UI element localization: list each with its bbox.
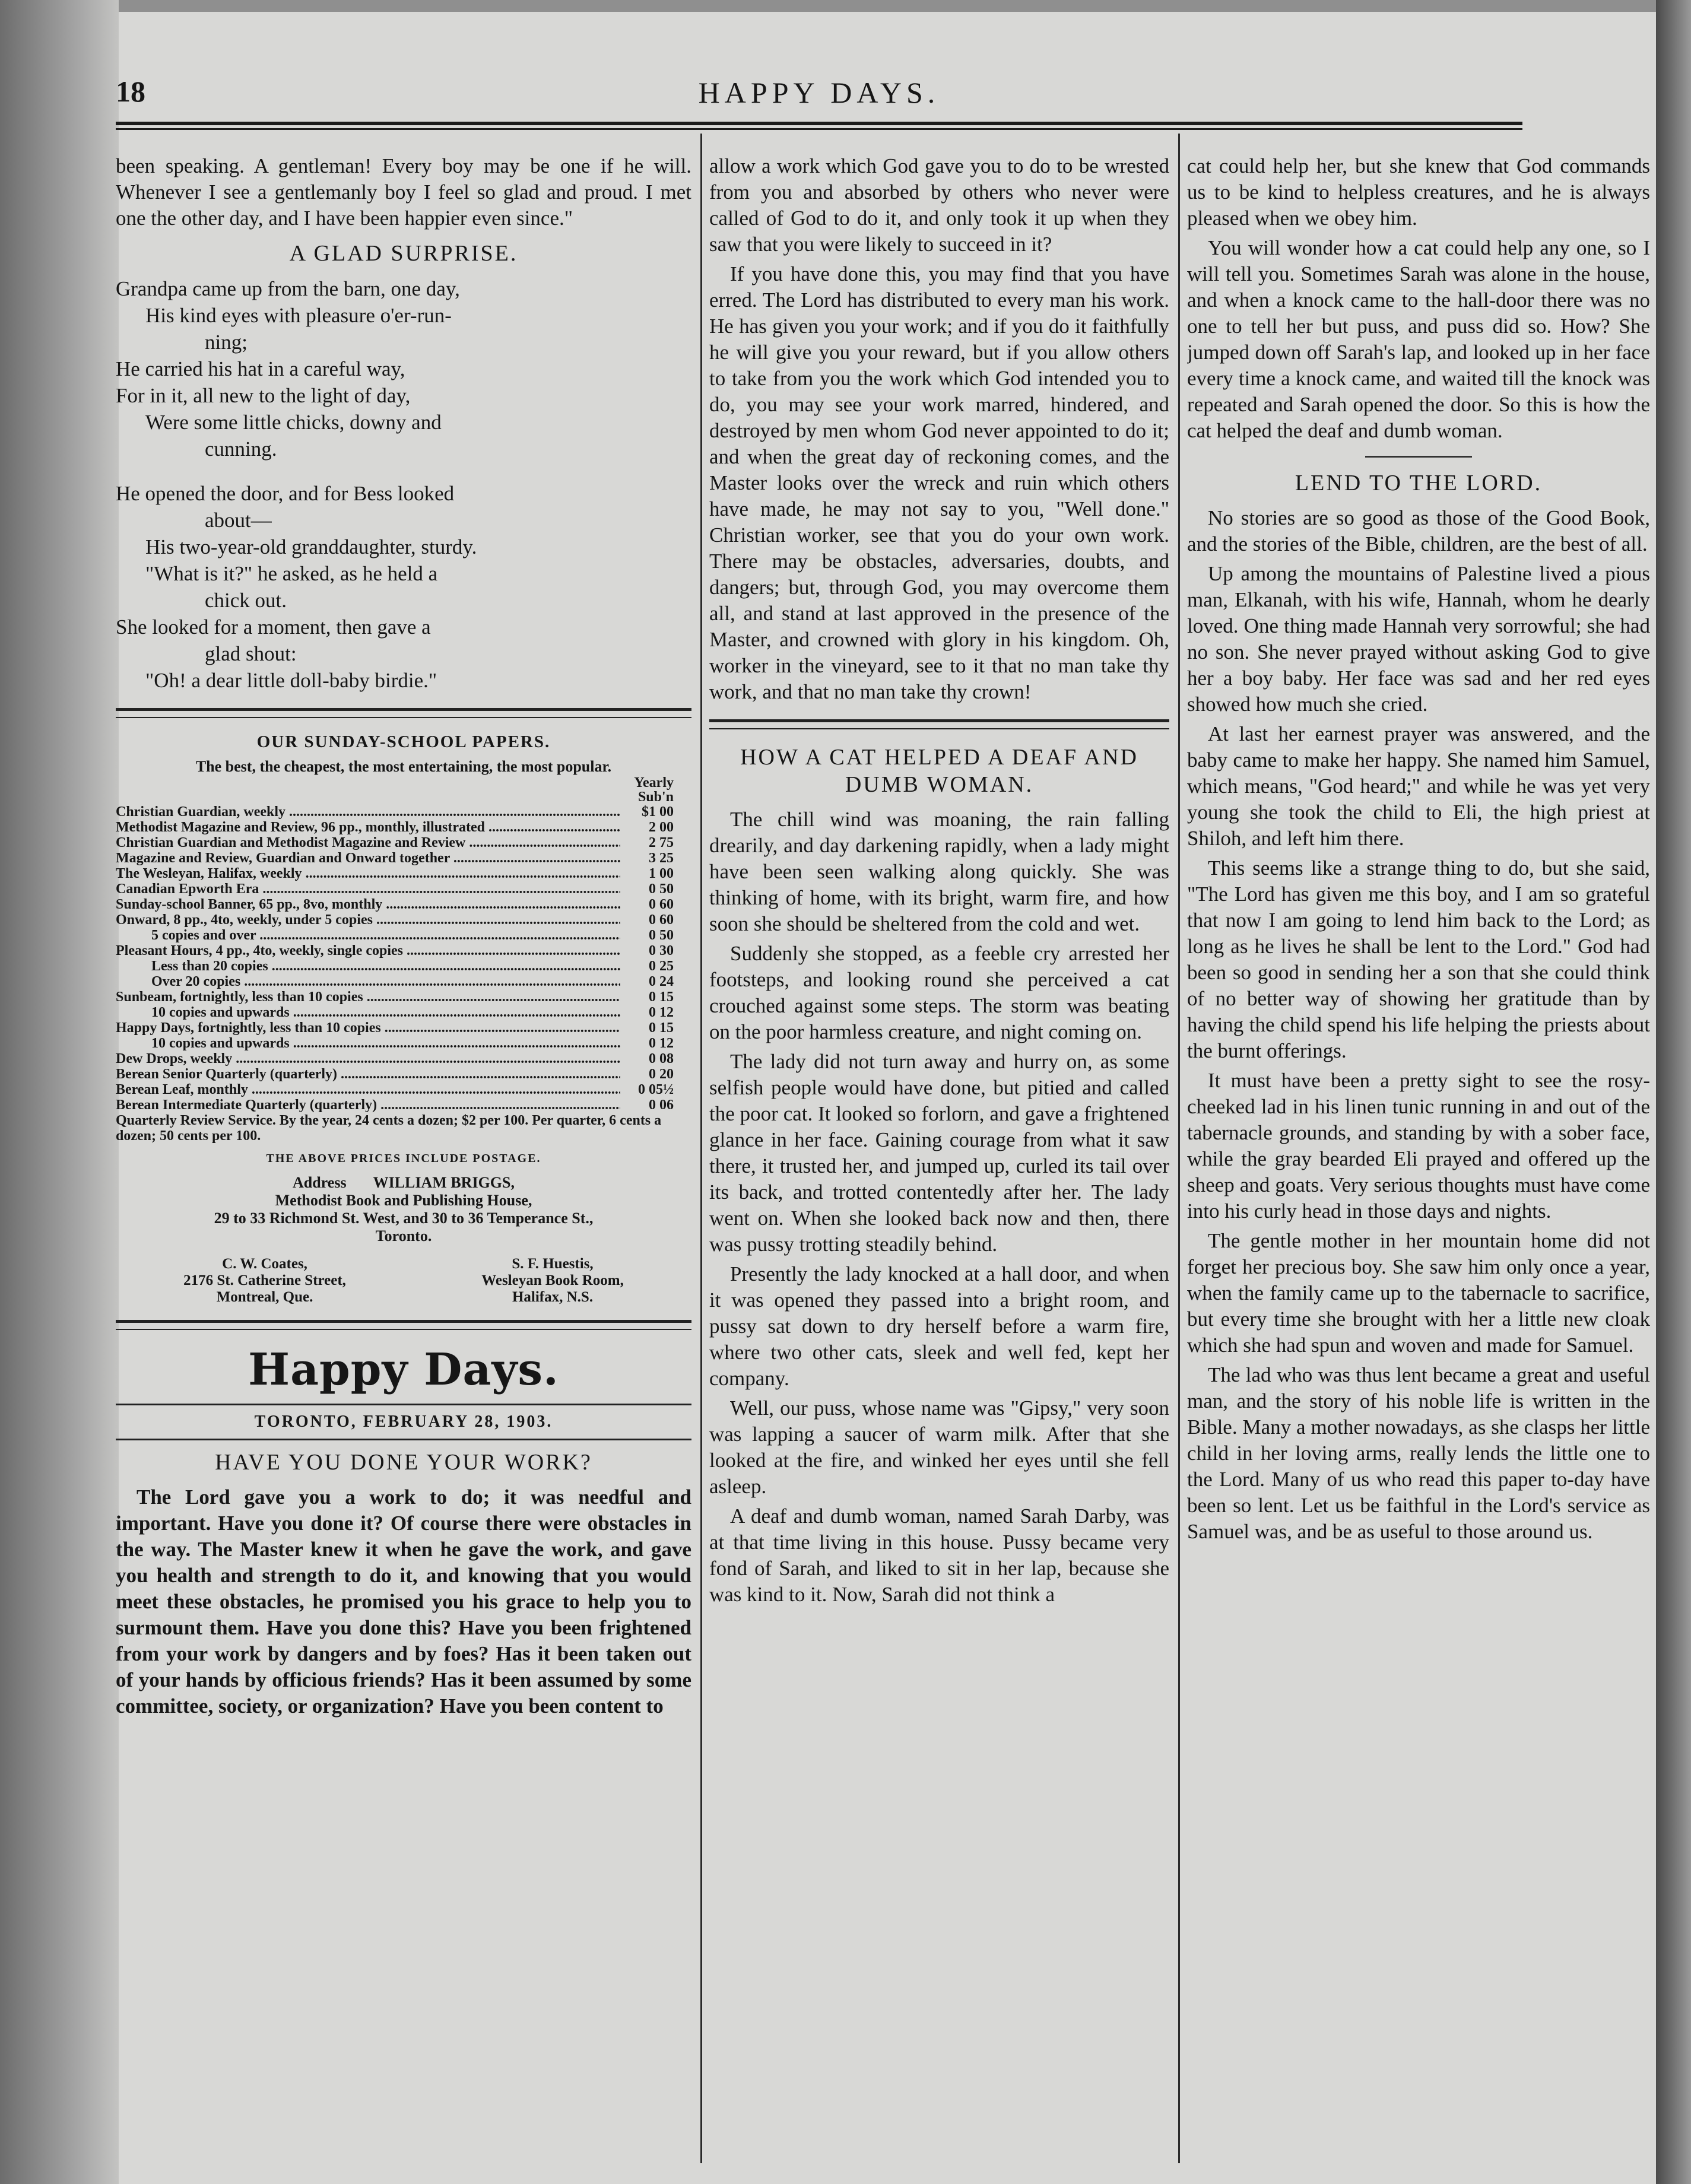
- price-row: [116, 974, 691, 989]
- paper-price: 0 60: [649, 912, 674, 928]
- publisher-line: [116, 1174, 691, 1192]
- agent-name: S. F. Huestis,: [512, 1256, 594, 1272]
- price-row: [116, 1005, 691, 1020]
- price-row: [116, 804, 691, 820]
- article-paragraph: The Lord gave you a work to do; it was needful and important. Have you done it? Of course there were obstacles in the way. The Master knew it when he gave the work, and gave you health and strength to do it, and knowing that you would meet these obstacles, he promised you his grace to help you to surmount them. Have you done this? Have you been frightened from your work by dangers and by foes? Has it been taken out of your hands by officious friends? Has it been assumed by some committee, society, or organization? Have you been content to: [116, 1485, 691, 1718]
- papers-subtitle: The best, the cheapest, the most entertaining, the most popular.: [195, 758, 612, 775]
- price-row: [116, 820, 691, 835]
- article-title: LEND TO THE LORD.: [1295, 471, 1543, 496]
- publisher-city: Toronto.: [375, 1227, 432, 1245]
- poem-line: He opened the door, and for Bess looked: [116, 482, 455, 505]
- paper-name: Berean Intermediate Quarterly (quarterly) .....: [116, 1097, 620, 1113]
- price-row: [116, 866, 691, 881]
- paper-name: The Wesleyan, Halifax, weekly .....: [116, 866, 620, 881]
- agent-street: Wesleyan Book Room,: [481, 1272, 624, 1288]
- price-row: [116, 912, 691, 928]
- paper-price: 0 15: [649, 1020, 674, 1036]
- price-row: [116, 989, 691, 1005]
- section-rule: [116, 708, 691, 718]
- agents: [116, 1256, 691, 1306]
- article-paragraph: Presently the lady knocked at a hall door, and when it was opened they passed into a bright room, and pussy sat down to dry herself before a warm fire, where two other cats, sleek and well fed, kept her company.: [709, 1262, 1169, 1390]
- scan-left-edge: [0, 0, 119, 2184]
- paper-name: Berean Leaf, monthly .....: [116, 1082, 620, 1097]
- poem-line: glad shout:: [205, 642, 297, 665]
- agent-street: 2176 St. Catherine Street,: [183, 1272, 346, 1288]
- agent-city: Halifax, N.S.: [512, 1289, 594, 1305]
- article-paragraph: Up among the mountains of Palestine lived a pious man, Elkanah, with his wife, Hannah, whom he dearly loved. One thing made Hannah very sorrowful; she had no son. She never prayed without asking God to give her a boy baby. Her face was sad and her red eyes showed how much she cried.: [1187, 562, 1650, 716]
- price-row: [116, 835, 691, 850]
- poem-line: ning;: [205, 331, 248, 354]
- publisher-name: WILLIAM BRIGGS,: [373, 1174, 515, 1191]
- dateline: TORONTO, FEBRUARY 28, 1903.: [116, 1404, 691, 1440]
- paper-price: 0 12: [649, 1005, 674, 1020]
- price-row: [116, 943, 691, 958]
- paper-price: 0 25: [649, 958, 674, 974]
- paper-price: $1 00: [642, 804, 674, 820]
- paper-name: Magazine and Review, Guardian and Onward together .....: [116, 850, 620, 866]
- masthead: Happy Days.: [248, 1344, 559, 1395]
- poem-line: His two-year-old granddaughter, sturdy.: [145, 535, 477, 558]
- paper-price: 0 08: [649, 1051, 674, 1066]
- paper-name: Pleasant Hours, 4 pp., 4to, weekly, single copies .....: [116, 943, 620, 958]
- article-paragraph: The lady did not turn away and hurry on, as some selfish people would have done, but pitied and called the poor cat. It looked so forlorn, and gave a frightened glance in her face. Gaining courage from what it saw there, it trusted her, and jumped up, curled its tail over its back, and trotted contentedly after her. The lady went on. When she looked back now and then, there was pussy trotting steadily behind.: [709, 1050, 1169, 1256]
- paper-price: 0 50: [649, 881, 674, 897]
- article-paragraph: This seems like a strange thing to do, but she said, "The Lord has given me this boy, and I am so grateful that now I am going to lend him back to the Lord; as long as he lives he shall be lent to the Lord." God had been so good in sending her a son that she could think of no better way of showing her gratitude than by having the child spend his life helping the priests about the burnt offerings.: [1187, 856, 1650, 1062]
- paper-price: 1 00: [649, 866, 674, 881]
- paper-name: Canadian Epworth Era .....: [116, 881, 620, 897]
- price-row: [116, 1051, 691, 1066]
- price-row: [116, 897, 691, 912]
- paper-price: 0 24: [649, 974, 674, 989]
- poem-line: For in it, all new to the light of day,: [116, 384, 411, 407]
- poem-line: "What is it?" he asked, as he held a: [145, 562, 438, 585]
- page-number: 18: [116, 75, 145, 108]
- article-paragraph: Suddenly she stopped, as a feeble cry arrested her footsteps, and looking round she perceived a cat crouched against some steps. The storm was beating on the poor harmless creature, and night coming on.: [709, 942, 1169, 1043]
- paper-name: 10 copies and upwards .....: [116, 1005, 620, 1020]
- price-row: [116, 881, 691, 897]
- short-rule: [1365, 456, 1472, 458]
- article-title: HAVE YOU DONE YOUR WORK?: [215, 1450, 592, 1475]
- publisher-house: Methodist Book and Publishing House,: [275, 1192, 532, 1209]
- article-paragraph: allow a work which God gave you to do to be wrested from you and absorbed by others who never were called of God to do it, and only took it up when they saw that you were likely to succeed in it?: [709, 154, 1169, 256]
- article-paragraph: The lad who was thus lent became a great and useful man, and the story of his noble life is written in the Bible. Many a mother nowadays, as she clasps her little child in her loving arms, really lends the little one to the Lord. Many of us who read this paper to-day have been so lent. Let us be faithful in the Lord's service as Samuel was, and be as useful to those around us.: [1187, 1363, 1650, 1543]
- price-row: [116, 1036, 691, 1051]
- poem-line: "Oh! a dear little doll-baby birdie.": [145, 669, 437, 692]
- poem-line: He carried his hat in a careful way,: [116, 357, 405, 380]
- paper-price: 0 20: [649, 1066, 674, 1082]
- review-service: Quarterly Review Service. By the year, 24 cents a dozen; $2 per 100. Per quarter, 6 cents a dozen; 50 cents per 100.: [116, 1113, 662, 1144]
- article-paragraph: No stories are so good as those of the Good Book, and the stories of the Bible, children, are the best of all.: [1187, 506, 1650, 555]
- paper-price: 2 75: [649, 835, 674, 850]
- agent-city: Montreal, Que.: [216, 1289, 313, 1305]
- section-rule: [709, 719, 1169, 729]
- paper-name: 5 copies and over .....: [116, 928, 620, 943]
- article-paragraph: A deaf and dumb woman, named Sarah Darby, was at that time living in this house. Pussy became very fond of Sarah, and liked to sit in her lap, because she was kind to it. Now, Sarah did not think a: [709, 1504, 1169, 1606]
- paper-name: Dew Drops, weekly .....: [116, 1051, 620, 1066]
- postage-note: THE ABOVE PRICES INCLUDE POSTAGE.: [266, 1152, 541, 1165]
- article-paragraph: cat could help her, but she knew that God commands us to be kind to helpless creatures, and he is always pleased when we obey him.: [1187, 154, 1650, 230]
- paper-name: Christian Guardian and Methodist Magazine and Review .....: [116, 835, 620, 850]
- article-title: HOW A CAT HELPED A DEAF AND DUMB WOMAN.: [740, 745, 1138, 797]
- article-paragraph: If you have done this, you may find that you have erred. The Lord has distributed to every man his work. He has given you your work; and if you do it faithfully he will give you your reward, but if you allow others to take from you the work which God intended you to do, you may see your work marred, hindered, and destroyed by men whom God never appointed to do it; and when the great day of reckoning comes, and the Master looks over the wreck and ruin which others have made, he may not say to you, "Well done." Christian worker, see that you do your own work. There may be obstacles, adversaries, doubts, and dangers; but, through God, you may overcome them all, and stand at last approved in the presence of the Master, and crowned with glory in his kingdom. Oh, worker in the vineyard, see to it that no man take thy work, and that no man take thy crown!: [709, 262, 1169, 703]
- paper-price: 0 06: [649, 1097, 674, 1113]
- price-row: [116, 958, 691, 974]
- poem-line: about—: [205, 509, 272, 532]
- poem-title: A GLAD SURPRISE.: [289, 241, 518, 266]
- paper-price: 0 12: [649, 1036, 674, 1051]
- agent-montreal: [183, 1256, 346, 1306]
- poem-line: Were some little chicks, downy and: [145, 411, 442, 434]
- paper-price: 0 50: [649, 928, 674, 943]
- price-row: [116, 850, 691, 866]
- opening-paragraph: been speaking. A gentleman! Every boy may be one if he will. Whenever I see a gentlemanly boy I feel so glad and proud. I met one the other day, and I have been happier even since.": [116, 154, 691, 230]
- paper-name: Over 20 copies .....: [116, 974, 620, 989]
- papers-title: OUR SUNDAY-SCHOOL PAPERS.: [256, 732, 551, 751]
- section-rule: [116, 1320, 691, 1330]
- page-header: [116, 62, 1522, 122]
- paper-price: 0 05½: [638, 1082, 674, 1097]
- poem-line: She looked for a moment, then gave a: [116, 615, 431, 639]
- article-paragraph: The gentle mother in her mountain home did not forget her precious boy. She saw him only once a year, when the family came up to the tabernacle to sacrifice, but every time she brought with her a little new cloak which she had spun and woven and made for Samuel.: [1187, 1229, 1650, 1357]
- paper-price: 0 15: [649, 989, 674, 1005]
- paper-price: 2 00: [649, 820, 674, 835]
- article-paragraph: Well, our puss, whose name was "Gipsy," very soon was lapping a saucer of warm milk. After that she looked at the fire, and winked her eyes until she fell asleep.: [709, 1396, 1169, 1498]
- article-paragraph: It must have been a pretty sight to see the rosy-cheeked lad in his linen tunic running in and out of the tabernacle grounds, and standing by with a sober face, while the gray bearded Eli prayed and offered up the sheep and goats. Very serious thoughts must have come into his curly head in those days and nights.: [1187, 1069, 1650, 1223]
- paper-name: Onward, 8 pp., 4to, weekly, under 5 copies .....: [116, 912, 620, 928]
- publisher-street: 29 to 33 Richmond St. West, and 30 to 36 Temperance St.,: [214, 1210, 594, 1227]
- article-paragraph: At last her earnest prayer was answered, and the baby came to make her happy. She named him Samuel, which means, "God heard;" and while he was yet very young she took the child to Eli, the high priest at Shiloh, and left him there.: [1187, 722, 1650, 850]
- column-2: [709, 153, 1169, 2159]
- paper-price: 0 30: [649, 943, 674, 958]
- paper-name: Happy Days, fortnightly, less than 10 copies .....: [116, 1020, 620, 1036]
- column-rule-2: [1178, 134, 1180, 2163]
- paper-name: Methodist Magazine and Review, 96 pp., monthly, illustrated .....: [116, 820, 620, 835]
- agent-name: C. W. Coates,: [222, 1256, 307, 1272]
- article-paragraph: You will wonder how a cat could help any one, so I will tell you. Sometimes Sarah was alone in the house, and when a knock came to the hall-door there was no one to tell her but puss, and puss did so. How? She jumped down off Sarah's lap, and looked up in her face every time a knock came, and waited till the knock was repeated and Sarah opened the door. So this is how the cat helped the deaf and dumb woman.: [1187, 236, 1650, 442]
- header-rule: [116, 122, 1522, 130]
- subn-label: Sub'n: [637, 789, 674, 805]
- paper-name: Sunday-school Banner, 65 pp., 8vo, monthly .....: [116, 897, 620, 912]
- poem-line: chick out.: [205, 589, 287, 612]
- paper-price: 3 25: [649, 850, 674, 866]
- poem-line: His kind eyes with pleasure o'er-run-: [145, 304, 452, 327]
- paper-price: 0 60: [649, 897, 674, 912]
- paper-name: Sunbeam, fortnightly, less than 10 copies .....: [116, 989, 620, 1005]
- column-3: [1187, 153, 1650, 2159]
- paper-name: Berean Senior Quarterly (quarterly) .....: [116, 1066, 620, 1082]
- price-row: [116, 928, 691, 943]
- poem-line: Grandpa came up from the barn, one day,: [116, 277, 460, 300]
- address-label: Address: [293, 1174, 347, 1191]
- paper-name: Christian Guardian, weekly .....: [116, 804, 620, 820]
- agent-halifax: [481, 1256, 624, 1306]
- paper-name: 10 copies and upwards .....: [116, 1036, 620, 1051]
- poem-stanza-1: [116, 275, 691, 462]
- poem-stanza-2: [116, 480, 691, 694]
- article-paragraph: The chill wind was moaning, the rain falling drearily, and day darkening rapidly, when a lady might have been seen walking along quickly. She was thinking of home, with its bright, warm fire, and how soon she should be sheltered from the cold and wet.: [709, 808, 1169, 935]
- poem-line: cunning.: [205, 437, 277, 461]
- running-title: HAPPY DAYS.: [698, 76, 940, 109]
- price-row: [116, 1082, 691, 1097]
- paper-name: Less than 20 copies .....: [116, 958, 620, 974]
- price-row: [116, 1020, 691, 1036]
- yearly-label: Yearly: [634, 775, 674, 791]
- price-row: [116, 1097, 691, 1113]
- scan-right-edge: [1656, 0, 1691, 2184]
- column-rule-1: [700, 134, 702, 2163]
- price-row: [116, 1066, 691, 1082]
- column-1: [116, 153, 691, 2159]
- price-list: [116, 804, 691, 1113]
